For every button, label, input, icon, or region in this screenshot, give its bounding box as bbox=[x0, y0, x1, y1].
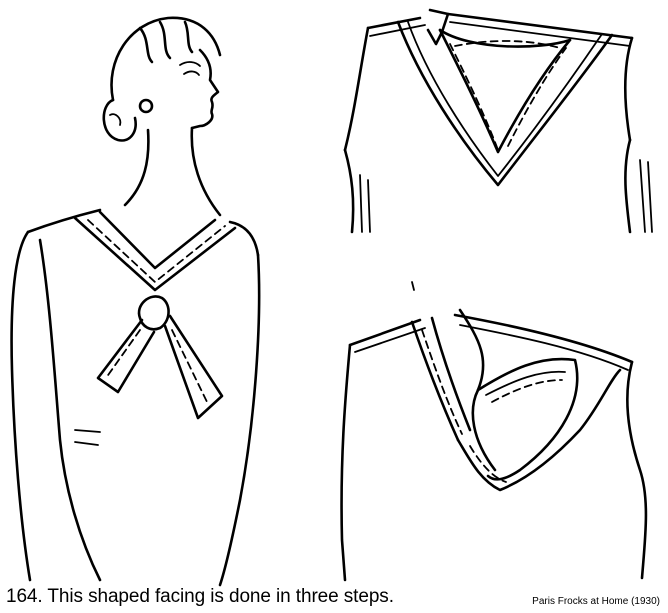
source-credit: Paris Frocks at Home (1930) bbox=[532, 596, 660, 607]
bodice-top bbox=[345, 10, 652, 232]
bodice-bottom bbox=[342, 310, 646, 580]
ink-mark bbox=[412, 282, 414, 290]
figure-caption: 164. This shaped facing is done in three steps. bbox=[6, 586, 394, 607]
woman-figure bbox=[12, 18, 260, 585]
